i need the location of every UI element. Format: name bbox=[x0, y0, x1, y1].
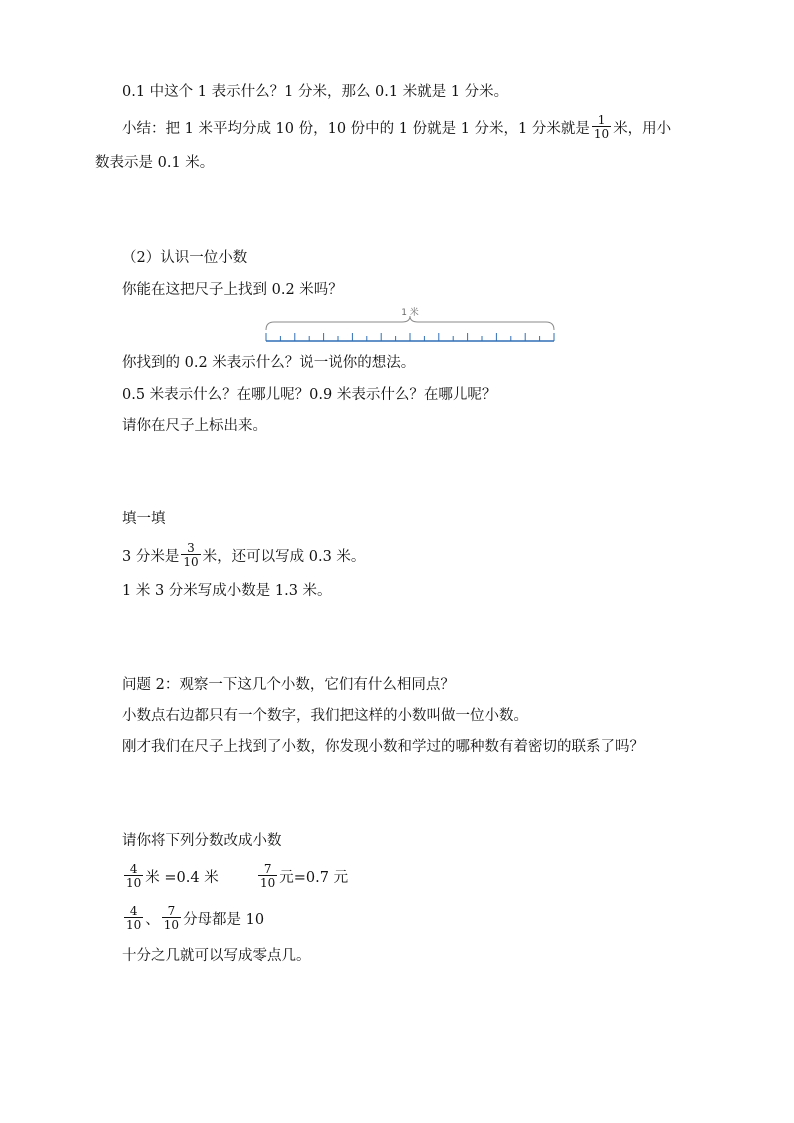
text-line: 0.1 中这个 1 表示什么？1 分米，那么 0.1 米就是 1 分米。 bbox=[122, 84, 509, 100]
convert-line-1b bbox=[256, 862, 349, 891]
question-heading: 问题 2：观察一下这几个小数，它们有什么相同点？ bbox=[122, 677, 455, 693]
summary-text-end: 米，用小 bbox=[613, 121, 672, 137]
conclusion-line: 十分之几就可以写成零点几。 bbox=[122, 948, 311, 964]
summary-line bbox=[122, 113, 672, 142]
fraction: $\frac{7}{10}$ bbox=[260, 862, 276, 890]
section-heading: 填一填 bbox=[122, 511, 166, 527]
text-line: 刚才我们在尺子上找到了小数，你发现小数和学过的哪种数有着密切的联系了吗？ bbox=[122, 739, 644, 755]
text-line: 小数点右边都只有一个数字，我们把这样的小数叫做一位小数。 bbox=[122, 708, 528, 724]
fraction: $\frac{4}{10}$ bbox=[126, 862, 142, 890]
text-line: 0.5 米表示什么？在哪儿呢？0.9 米表示什么？在哪儿呢？ bbox=[122, 387, 497, 403]
text-span: 米，还可以写成 0.3 米。 bbox=[202, 549, 366, 565]
ruler-ticks bbox=[266, 333, 554, 341]
fraction: $\frac{3}{10}$ bbox=[183, 541, 199, 569]
fill-line-1 bbox=[122, 541, 366, 570]
fraction: $\frac{4}{10}$ bbox=[126, 904, 142, 932]
ruler bbox=[262, 304, 558, 346]
text-line: 请你在尺子上标出来。 bbox=[122, 418, 267, 434]
text-span: 3 分米是 bbox=[122, 549, 180, 565]
text-line: 你找到的 0.2 米表示什么？说一说你的想法。 bbox=[122, 355, 416, 371]
convert-line-2 bbox=[122, 904, 265, 933]
text-span: 元=0.7 元 bbox=[279, 870, 349, 886]
summary-line-2: 数表示是 0.1 米。 bbox=[95, 155, 215, 171]
fraction: $\frac{1}{10}$ bbox=[593, 113, 610, 141]
text-span: 米 =0.4 米 bbox=[145, 870, 219, 886]
summary-text: 小结：把 1 米平均分成 10 份，10 份中的 1 份就是 1 分米，1 分米就是 bbox=[122, 121, 590, 137]
convert-line-1 bbox=[122, 862, 219, 891]
text-span: 分母都是 10 bbox=[183, 912, 265, 928]
ruler-label: 1 米 bbox=[401, 308, 419, 318]
fraction: $\frac{7}{10}$ bbox=[163, 904, 180, 932]
section-heading: （2）认识一位小数 bbox=[122, 250, 248, 266]
question-text: 你能在这把尺子上找到 0.2 米吗？ bbox=[122, 282, 343, 298]
fill-line-2: 1 米 3 分米写成小数是 1.3 米。 bbox=[122, 583, 332, 599]
section-heading: 请你将下列分数改成小数 bbox=[122, 833, 282, 849]
brace bbox=[266, 316, 554, 330]
separator: 、 bbox=[145, 912, 160, 928]
